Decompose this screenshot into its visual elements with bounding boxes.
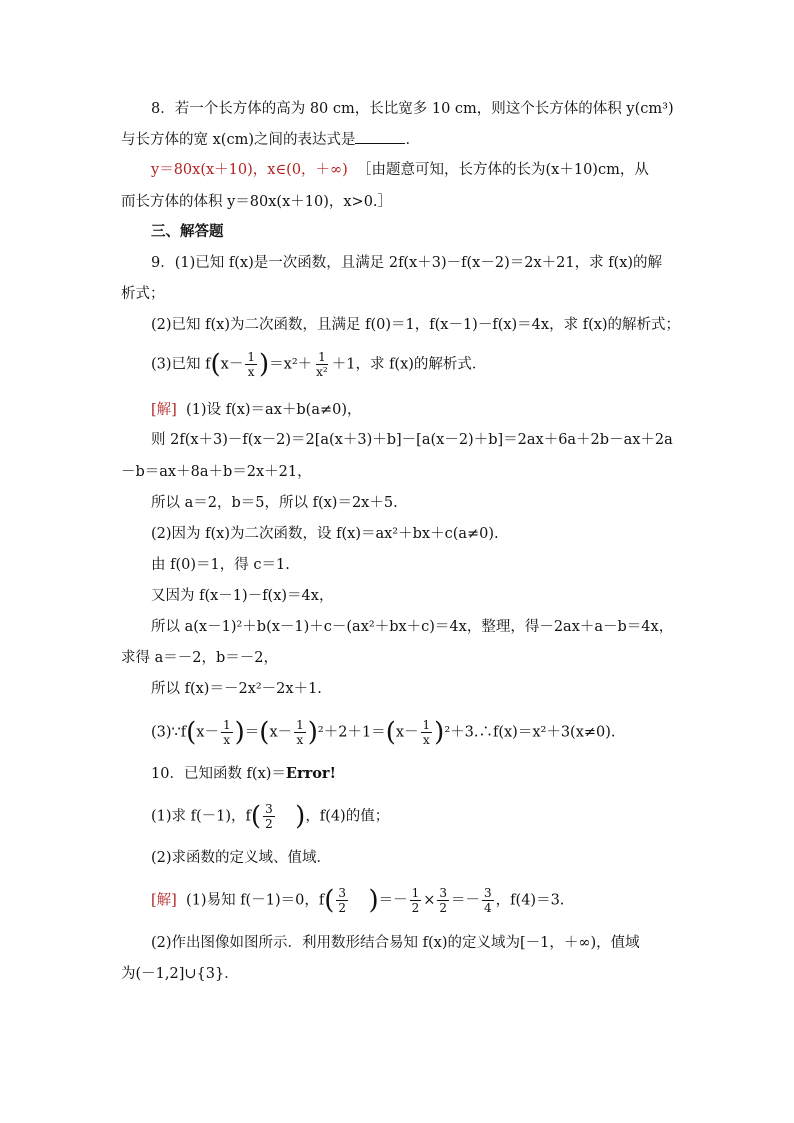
paren-close: ): [259, 349, 270, 380]
fraction-1-over-x: $\frac{1}{x}$: [422, 718, 431, 747]
q10-part1: (1)求 f(－1)，f( $\frac{3}{2}$ )，f(4)的值；: [151, 801, 390, 832]
sol9-s11-pre: (3)∵f: [151, 724, 187, 741]
sol10-line1: [解] (1)易知 f(－1)＝0，f( $\frac{3}{2}$ )＝－ $\frac{1}{2}$ × $\frac{3}{2}$ ＝－ $\frac{3}{4}$ ，f(4)＝3.: [151, 885, 565, 916]
section-title: 三、解答题: [151, 223, 224, 240]
sol9-line6: 由 f(0)＝1，得 c＝1.: [151, 557, 290, 573]
solution-tag: [解]: [151, 402, 177, 418]
q8-answer-note: ［由题意可知，长方体的长为(x＋10)cm，从: [357, 162, 649, 178]
sol9-line1: [151, 400, 362, 420]
q10-part2: (2)求函数的定义域、值域．: [151, 850, 332, 866]
q9-part3: [151, 350, 486, 379]
sol9-s1: (1)设 f(x)＝ax＋b(a≠0)，: [186, 402, 362, 418]
q9-part1-cont: 析式；: [121, 286, 165, 302]
q8-line2: [121, 129, 420, 150]
q9-p3-mid: ＝x²＋: [269, 356, 313, 373]
sol9-line5: (2)因为 f(x)为二次函数，设 f(x)＝ax²＋bx＋c(a≠0).: [151, 526, 499, 542]
q8-answer-red: y＝80x(x＋10)，x∈(0，＋∞): [151, 162, 348, 178]
q9-p3-x: x－: [220, 356, 244, 373]
fraction-3-over-4: $\frac{3}{4}$: [484, 886, 492, 915]
fraction-3-over-2: $\frac{3}{2}$: [439, 886, 448, 915]
sol10-line2: (2)作出图像如图所示．利用数形结合易知 f(x)的定义域为[－1，＋∞)，值域: [151, 935, 640, 951]
sol9-line2: 则 2f(x＋3)－f(x－2)＝2[a(x＋3)＋b]－[a(x－2)＋b]＝2ax＋6a＋2b－ax＋2a: [151, 432, 673, 448]
q8-line2-text: 与长方体的宽 x(cm)之间的表达式是: [121, 132, 356, 148]
sol9-line4: 所以 a＝2，b＝5，所以 f(x)＝2x＋5.: [151, 495, 398, 511]
sol9-line9: 求得 a＝－2，b＝－2，: [121, 650, 278, 666]
sol9-line11: (3)∵f(x－ $\frac{1}{x}$ )＝(x－ $\frac{1}{x}$ )²＋2＋1＝(x－ $\frac{1}{x}$ )²＋3.∴f(x)＝x²＋3(x≠0).: [151, 717, 616, 748]
fraction-1-over-x2: $\frac{1}{\text{x²}}$: [316, 350, 328, 379]
fraction-3-over-2: $\frac{3}{2}$: [338, 886, 346, 915]
q9-p3-post: ＋1，求 f(x)的解析式．: [331, 356, 487, 373]
sol9-line10: 所以 f(x)＝－2x²－2x＋1.: [151, 681, 322, 697]
solution-tag: [解]: [151, 892, 177, 909]
fraction-3-over-2: $\frac{3}{2}$: [265, 802, 273, 831]
error-text: Error!: [285, 765, 336, 782]
paren-open: (: [210, 349, 221, 380]
sol9-line7: 又因为 f(x－1)－f(x)＝4x，: [151, 588, 334, 604]
q9-part1: 9．(1)已知 f(x)是一次函数，且满足 2f(x＋3)－f(x－2)＝2x＋21，求 f(x)的解: [151, 255, 663, 271]
fraction-1-over-x: $\frac{1}{x}$: [296, 718, 304, 747]
fraction-1-over-2: $\frac{1}{2}$: [411, 886, 420, 915]
q10-title-text: 10．已知函数 f(x)＝: [151, 766, 286, 782]
fraction-1-over-x: $\frac{1}{x}$: [247, 350, 255, 379]
sol10-line3: 为(－1,2]∪{3}．: [121, 966, 239, 982]
q9-p3-prefix: (3)已知 f: [151, 356, 211, 373]
answer-blank: [355, 129, 405, 144]
q8-line1: 8．若一个长方体的高为 80 cm，长比宽多 10 cm，则这个长方体的体积 y(cm³): [151, 101, 674, 117]
q8-answer-line2: 而长方体的体积 y＝80x(x＋10)，x>0.］: [121, 194, 393, 210]
q10-title: [151, 764, 336, 784]
q9-part2: (2)已知 f(x)为二次函数，且满足 f(0)＝1，f(x－1)－f(x)＝4x，求 f(x)的解析式；: [151, 317, 681, 333]
sol9-line8: 所以 a(x－1)²＋b(x－1)＋c－(ax²＋bx＋c)＝4x，整理，得－2ax＋a－b＝4x，: [151, 619, 674, 635]
q8-answer-line: [151, 160, 649, 180]
fraction-1-over-x: $\frac{1}{x}$: [222, 718, 231, 747]
q8-line2-end: ．: [405, 132, 420, 148]
sol9-line3: －b＝ax＋8a＋b＝2x＋21，: [121, 464, 312, 480]
